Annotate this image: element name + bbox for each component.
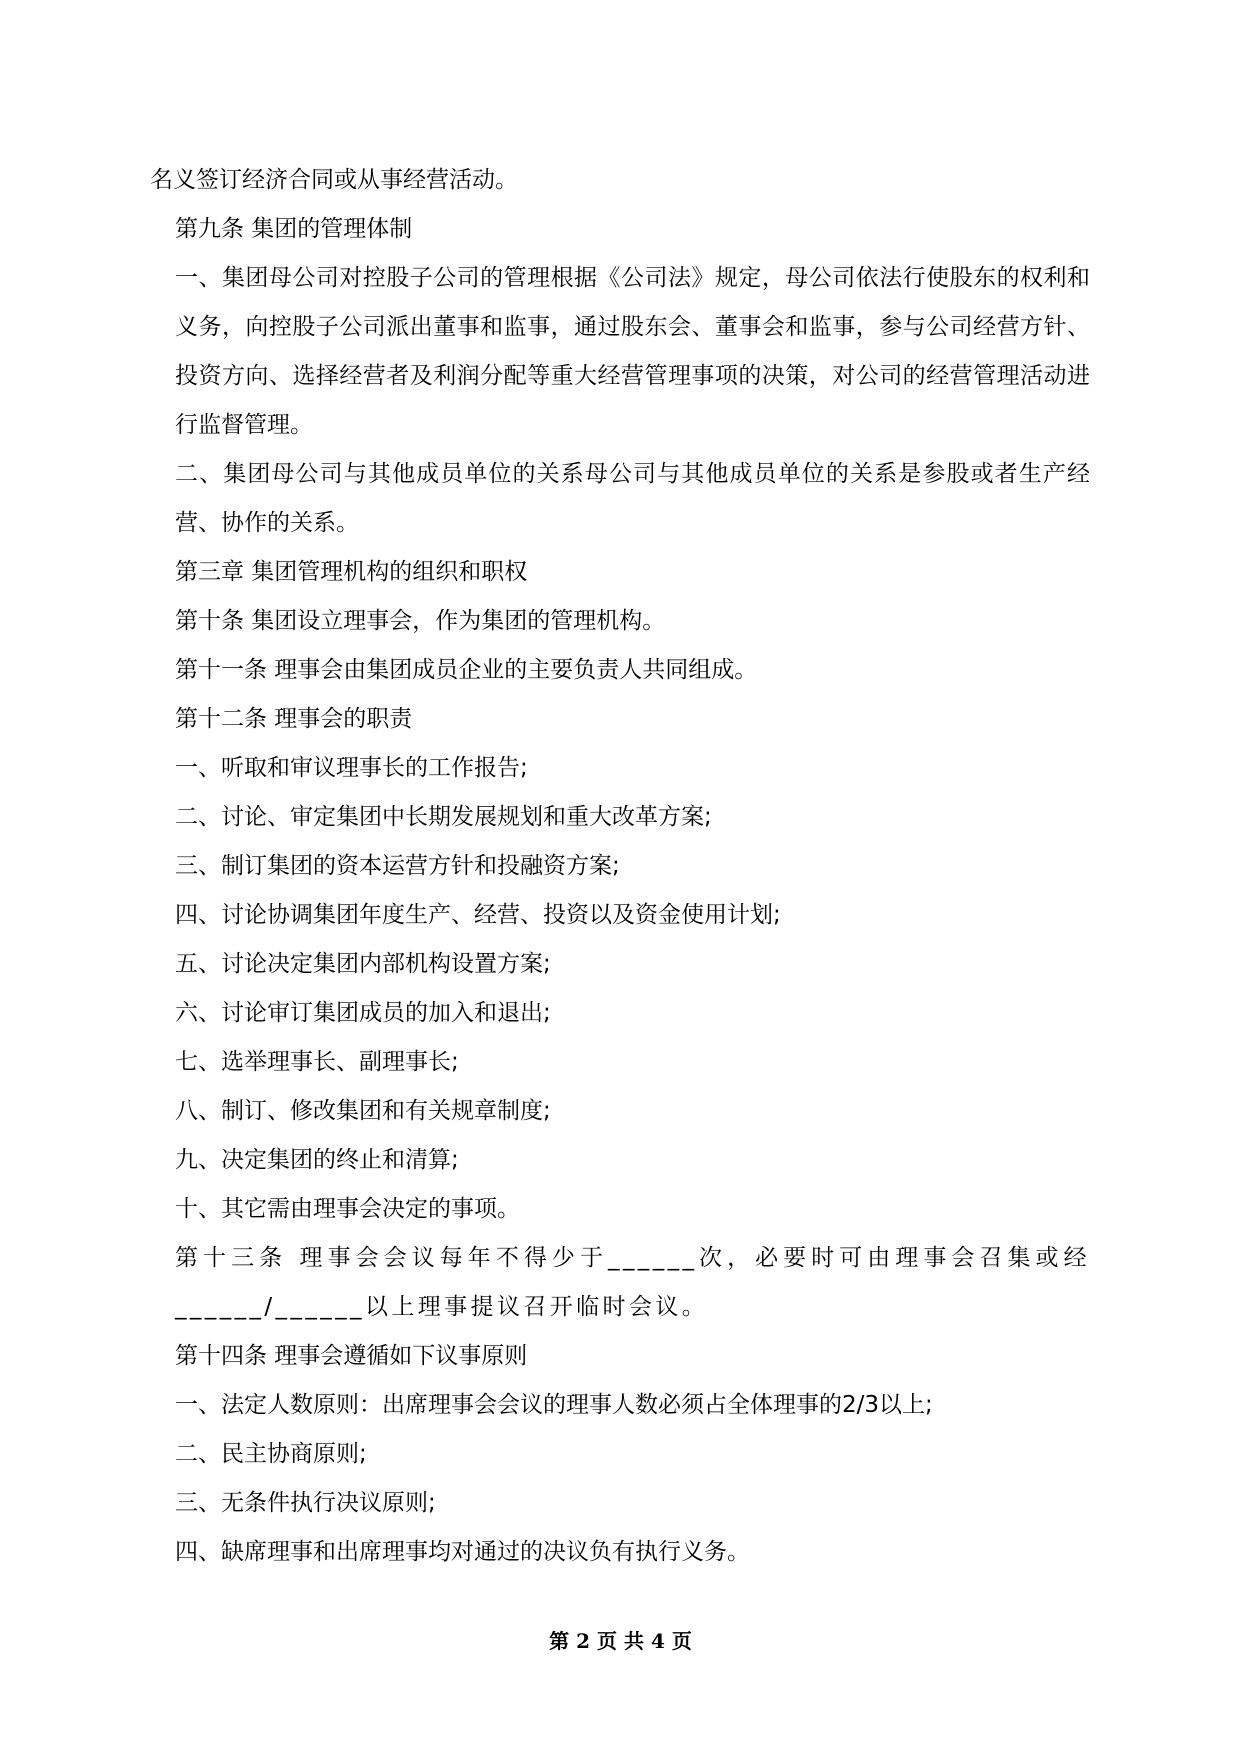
article-14-item-3: 三、无条件执行决议原则; (175, 1490, 436, 1516)
article-12-item-1: 一、听取和审议理事长的工作报告; (175, 755, 528, 781)
article-9-heading: 第九条 集团的管理体制 (175, 216, 413, 242)
article-12-item-2: 二、讨论、审定集团中长期发展规划和重大改革方案; (175, 804, 712, 830)
article-14-item-1: 一、法定人数原则：出席理事会会议的理事人数必须占全体理事的2/3以上; (175, 1392, 933, 1418)
article-12-item-7: 七、选举理事长、副理事长; (175, 1049, 459, 1075)
article-12-item-8: 八、制订、修改集团和有关规章制度; (175, 1098, 551, 1124)
article-11: 第十一条 理事会由集团成员企业的主要负责人共同组成。 (175, 657, 758, 683)
article-9-item-2: 二、集团母公司与其他成员单位的关系母公司与其他成员单位的关系是参股或者生产经营、协作的关系。 (175, 461, 1090, 536)
article-10: 第十条 集团设立理事会，作为集团的管理机构。 (175, 608, 666, 634)
paragraph-continuation: 名义签订经济合同或从事经营活动。 (150, 167, 518, 193)
article-12-item-9: 九、决定集团的终止和清算; (175, 1147, 459, 1173)
article-12-heading: 第十二条 理事会的职责 (175, 706, 413, 732)
article-12-item-10: 十、其它需由理事会决定的事项。 (175, 1196, 520, 1222)
article-14-item-4: 四、缺席理事和出席理事均对通过的决议负有执行义务。 (175, 1539, 750, 1565)
chapter-3-heading: 第三章 集团管理机构的组织和职权 (175, 559, 528, 585)
article-12-item-4: 四、讨论协调集团年度生产、经营、投资以及资金使用计划; (175, 902, 781, 928)
article-13: 第十三条 理事会会议每年不得少于______次，必要时可由理事会召集或经______/______以上理事提议召开临时会议。 (175, 1245, 1090, 1320)
document-body (150, 156, 1090, 1577)
article-12-item-6: 六、讨论审订集团成员的加入和退出; (175, 1000, 551, 1026)
article-12-item-5: 五、讨论决定集团内部机构设置方案; (175, 951, 551, 977)
article-9-item-1: 一、集团母公司对控股子公司的管理根据《公司法》规定，母公司依法行使股东的权利和义务，向控股子公司派出董事和监事，通过股东会、董事会和监事，参与公司经营方针、投资方向、选择经营者及利润分配等重大经营管理事项的决策，对公司的经营管理活动进行监督管理。 (175, 265, 1090, 438)
article-12-item-3: 三、制订集团的资本运营方针和投融资方案; (175, 853, 620, 879)
page-number-footer: 第 2 页 共 4 页 (549, 1629, 692, 1653)
article-14-heading: 第十四条 理事会遵循如下议事原则 (175, 1343, 528, 1369)
article-14-item-2: 二、民主协商原则; (175, 1441, 367, 1467)
